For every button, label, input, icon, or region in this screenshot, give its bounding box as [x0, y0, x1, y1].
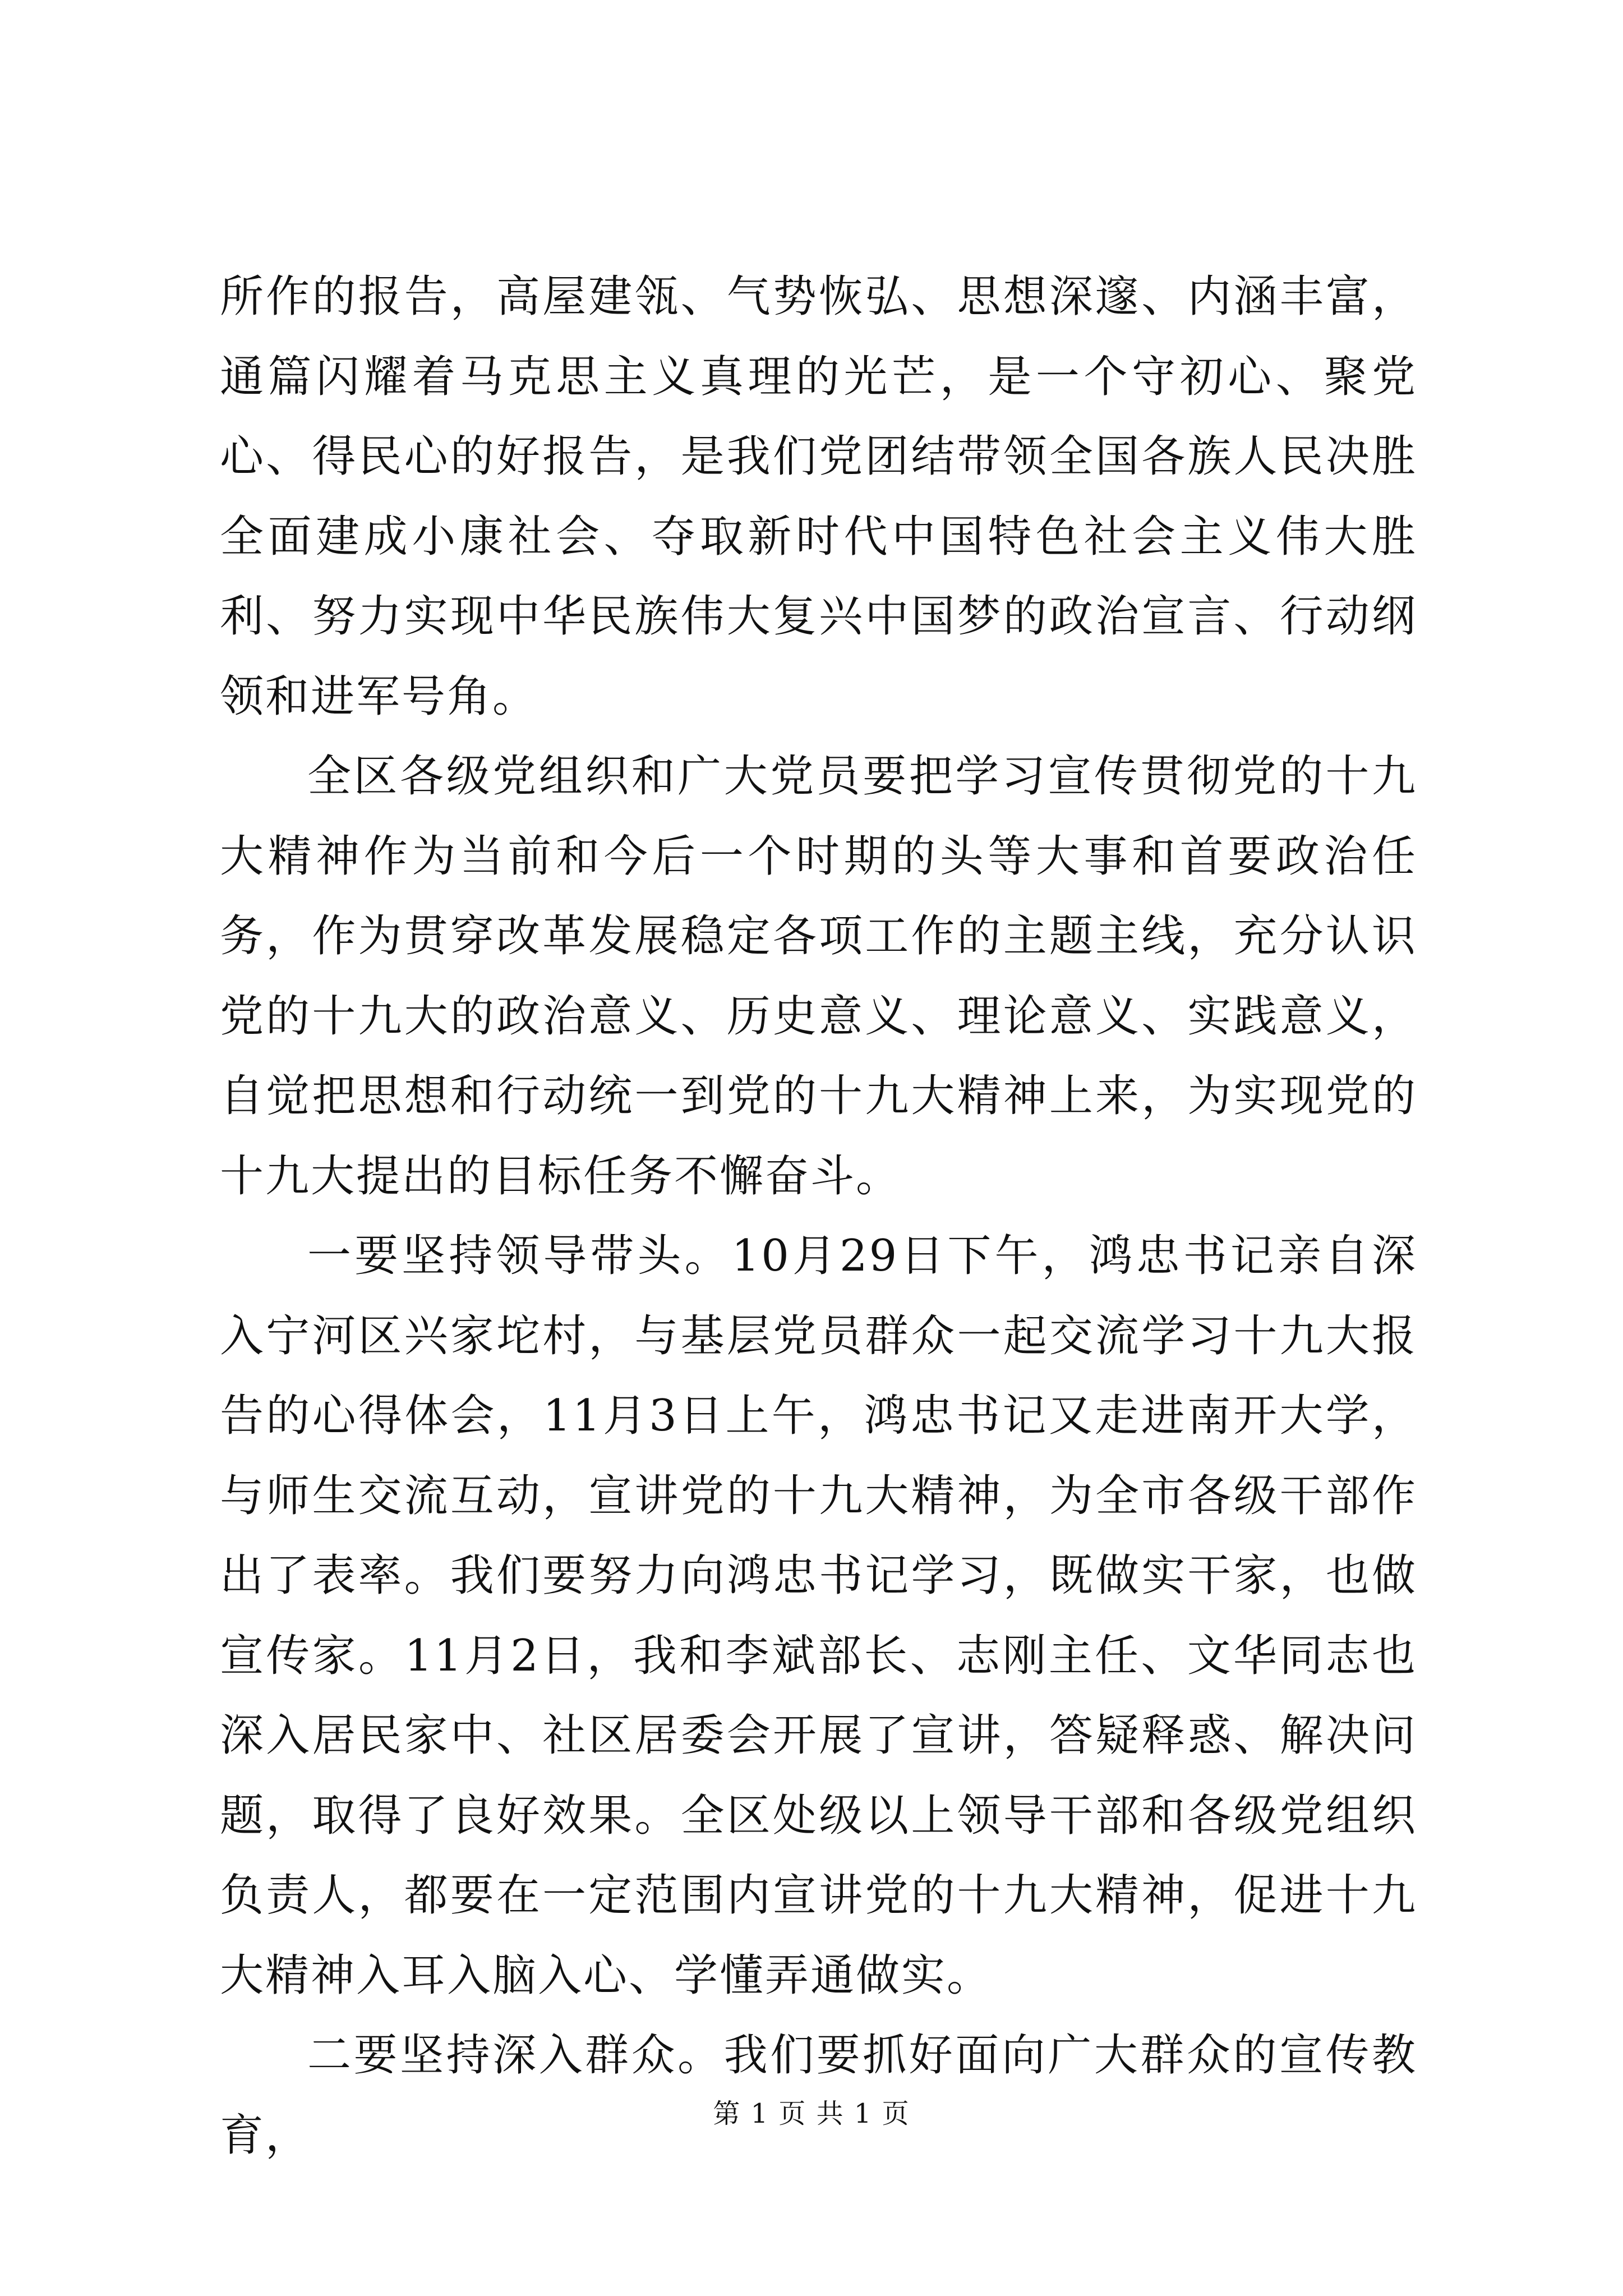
paragraph-2: 全区各级党组织和广大党员要把学习宣传贯彻党的十九大精神作为当前和今后一个时期的头等大事和首要政治任务，作为贯穿改革发展稳定各项工作的主题主线，充分认识党的十九大的政治意义、历史意义、理论意义、实践意义，自觉把思想和行动统一到党的十九大精神上来，为实现党的十九大提出的目标任务不懈奋斗。 [220, 751, 1417, 1202]
paragraph-4: 二要坚持深入群众。我们要抓好面向广大群众的宣传教育， [220, 2030, 1417, 2161]
paragraph-1: 所作的报告，高屋建瓴、气势恢弘、思想深邃、内涵丰富，通篇闪耀着马克思主义真理的光芒，是一个守初心、聚党心、得民心的好报告，是我们党团结带领全国各族人民决胜全面建成小康社会、夺取新时代中国特色社会主义伟大胜利、努力实现中华民族伟大复兴中国梦的政治宣言、行动纲领和进军号角。 [220, 272, 1417, 722]
document-body [220, 257, 1417, 2175]
page-footer: 第 1 页 共 1 页 [713, 2098, 910, 2129]
paragraph-3: 一要坚持领导带头。10月29日下午，鸿忠书记亲自深入宁河区兴家坨村，与基层党员群众一起交流学习十九大报告的心得体会，11月3日上午，鸿忠书记又走进南开大学，与师生交流互动，宣讲党的十九大精神，为全市各级干部作出了表率。我们要努力向鸿忠书记学习，既做实干家，也做宣传家。11月2日，我和李斌部长、志刚主任、文华同志也深入居民家中、社区居委会开展了宣讲，答疑释惑、解决问题，取得了良好效果。全区处级以上领导干部和各级党组织负责人，都要在一定范围内宣讲党的十九大精神，促进十九大精神入耳入脑入心、学懂弄通做实。 [220, 1231, 1417, 2001]
